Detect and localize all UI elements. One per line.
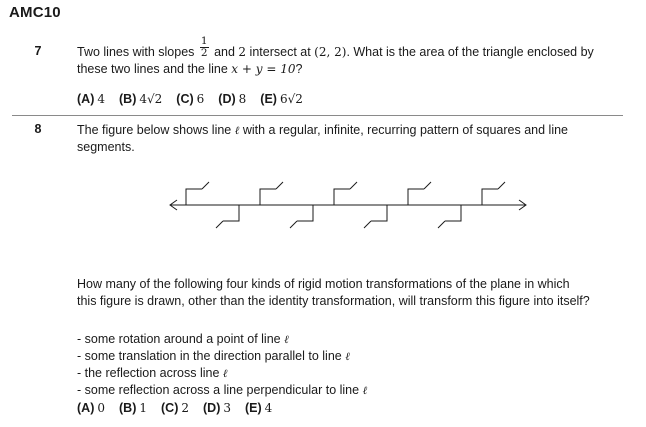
q8-choice-c[interactable]: (C) 2 (161, 401, 189, 415)
q7-text-d: . What is the area of the triangle enclosed by (346, 45, 594, 59)
q7-text-a: Two lines with slopes (77, 45, 195, 59)
q7-frac-denominator: 2 (200, 47, 208, 60)
list-item: - some rotation around a point of line ℓ (77, 332, 289, 346)
lower-diagonal-segment (290, 221, 297, 228)
question-7-number: 7 (34, 44, 42, 58)
question-8-choices (77, 401, 286, 415)
upper-diagonal-segment (350, 182, 357, 189)
lower-square (223, 205, 239, 221)
q8-choice-a[interactable]: (A) 0 (77, 401, 105, 415)
list-item: - the reflection across line ℓ (77, 366, 228, 380)
q7-line-equation: x + y = 10 (231, 62, 296, 77)
q7-choice-a[interactable]: (A) 4 (77, 92, 105, 106)
transformation-list (77, 331, 367, 399)
upper-diagonal-segment (202, 182, 209, 189)
q8-choice-e[interactable]: (E) 4 (245, 401, 273, 415)
question-7-choices (77, 92, 317, 106)
upper-diagonal-segment (424, 182, 431, 189)
lower-square (371, 205, 387, 221)
upper-square (186, 189, 202, 205)
line-pattern-figure (168, 176, 533, 236)
question-8-intro: The figure below shows line ℓ with a regular, infinite, recurring pattern of squares and line segments. (77, 123, 568, 154)
q7-slope-fraction (200, 36, 209, 59)
q7-choice-c[interactable]: (C) 6 (176, 92, 205, 106)
question-8-number: 8 (34, 122, 42, 136)
q7-frac-numerator: 1 (200, 35, 208, 48)
q7-choice-e[interactable]: (E) 6√2 (260, 92, 303, 106)
q7-point: (2, 2) (314, 45, 347, 59)
q7-slope-2: 2 (238, 45, 247, 59)
q7-text-b: and (214, 45, 235, 59)
question-8-question: How many of the following four kinds of rigid motion transformations of the plane in which this figure is drawn, other than the identity transformation, will transform this figure into itself? (77, 277, 590, 308)
lower-diagonal-segment (438, 221, 445, 228)
q8-choice-d[interactable]: (D) 3 (203, 401, 231, 415)
lower-square (297, 205, 313, 221)
q7-text-c: intersect at (249, 45, 311, 59)
q8-ell-symbol: ℓ (234, 124, 240, 137)
q7-choice-d[interactable]: (D) 8 (218, 92, 247, 106)
upper-square (260, 189, 276, 205)
list-item: - some translation in the direction parallel to line ℓ (77, 349, 350, 363)
question-divider (12, 115, 623, 116)
lower-square (445, 205, 461, 221)
upper-square (408, 189, 424, 205)
q8-choice-b[interactable]: (B) 1 (119, 401, 147, 415)
question-7-text (77, 35, 625, 78)
page-header-title: AMC10 (9, 4, 61, 21)
list-item: - some reflection across a line perpendicular to line ℓ (77, 383, 368, 397)
upper-diagonal-segment (498, 182, 505, 189)
q7-choice-b[interactable]: (B) 4√2 (119, 92, 163, 106)
q7-text-e: these two lines and the line (77, 62, 228, 77)
upper-diagonal-segment (276, 182, 283, 189)
lower-diagonal-segment (364, 221, 371, 228)
upper-square (482, 189, 498, 205)
q7-text-f: ? (295, 62, 303, 77)
lower-diagonal-segment (216, 221, 223, 228)
upper-square (334, 189, 350, 205)
